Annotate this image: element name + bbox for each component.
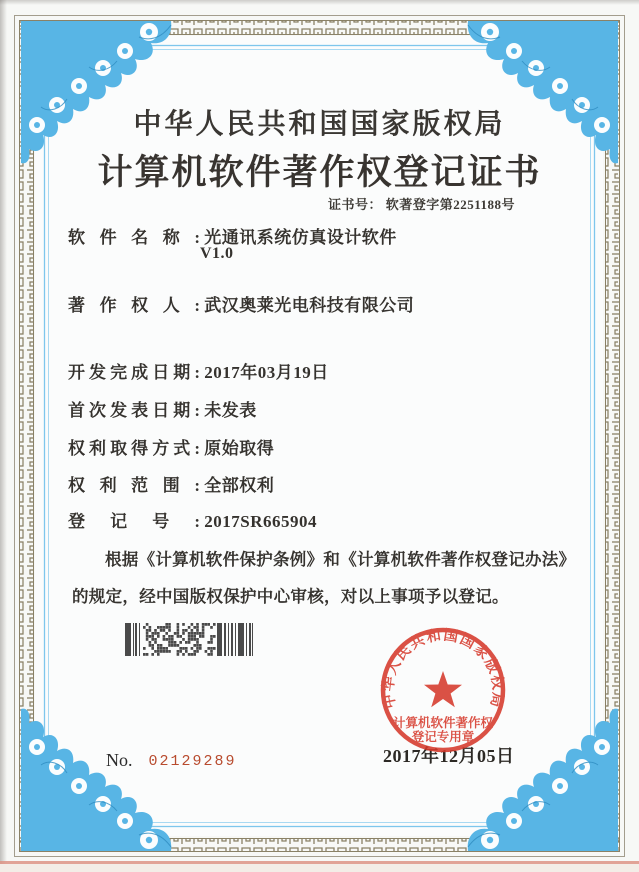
field-label: 开发完成日期: — [68, 363, 200, 382]
field-value: 原始取得 — [204, 439, 275, 458]
serial-number-line — [106, 750, 237, 771]
scan-edge-shadow-top — [0, 0, 639, 5]
seal-ring-text: 中华人民共和国国家版权局 — [380, 627, 506, 710]
scan-edge-shadow-left — [0, 0, 7, 872]
field-value: 未发表 — [204, 401, 257, 420]
field-label: 首次发表日期: — [68, 401, 200, 420]
field-label: 登记号: — [68, 512, 200, 531]
field-value: 2017SR665904 — [204, 512, 317, 531]
serial-number-value: 02129289 — [148, 753, 237, 770]
field-row-acquisition-method — [68, 434, 274, 459]
seal-inner-text-line1: 计算机软件著作权 — [392, 716, 494, 730]
field-label: 权利取得方式: — [68, 439, 200, 458]
seal-inner-text-line2: 登记专用章 — [411, 730, 475, 744]
field-row-copyright-owner — [68, 291, 414, 316]
field-row-first-publication — [68, 396, 257, 421]
field-row-completion-date — [68, 358, 329, 383]
field-value: 2017年03月19日 — [204, 363, 329, 382]
field-row-rights-scope — [68, 471, 274, 496]
official-seal — [368, 615, 518, 765]
barcode — [125, 623, 253, 656]
serial-number-label: No. — [106, 750, 133, 770]
certificate-number-line — [328, 194, 515, 213]
field-row-registration-number — [68, 507, 317, 532]
authority-title: 中华人民共和国国家版权局 — [133, 109, 506, 140]
scan-bottom-paper — [0, 864, 639, 872]
field-label: 权利范围: — [68, 476, 200, 495]
field-value-version: V1.0 — [200, 245, 234, 262]
certificate-title: 计算机软件著作权登记证书 — [97, 153, 542, 192]
certificate-number-label: 证书号： — [327, 197, 382, 212]
star-icon — [424, 671, 462, 707]
certificate-number-value: 软著登字第2251188号 — [385, 197, 515, 212]
field-value: 武汉奥莱光电科技有限公司 — [204, 296, 415, 315]
registration-statement: 根据《计算机软件保护条例》和《计算机软件著作权登记办法》的规定，经中国版权保护中心审核，对以上事项予以登记。 — [72, 550, 568, 606]
field-value: 光通讯系统仿真设计软件 — [204, 228, 397, 247]
seal-date: 2017年12月05日 — [383, 746, 515, 766]
field-label: 软件名称: — [68, 228, 200, 247]
field-label: 著作权人: — [68, 296, 200, 315]
field-value: 全部权利 — [204, 476, 275, 495]
